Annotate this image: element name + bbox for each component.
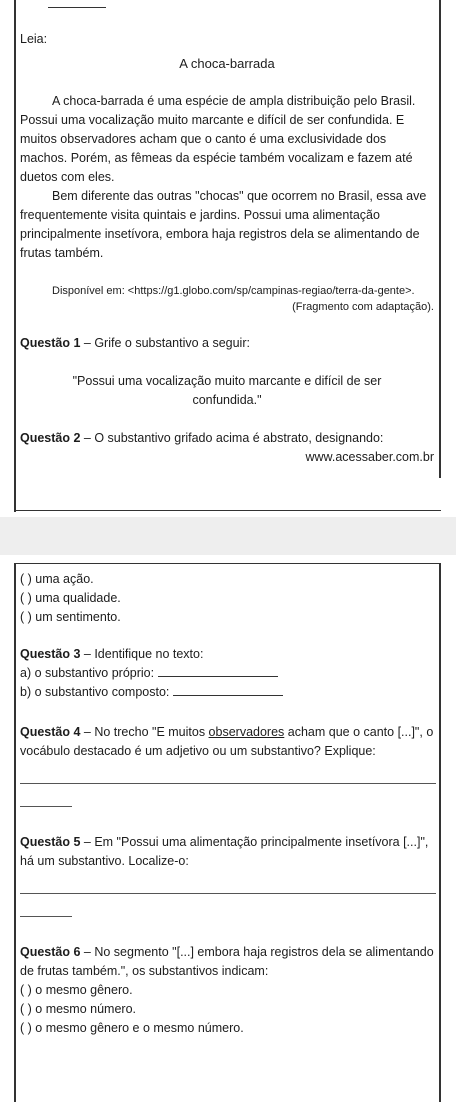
- q5-answer-line-1[interactable]: [20, 893, 436, 894]
- question-1-quote: "Possui uma vocalização muito marcante e difícil de ser confundida.": [72, 374, 382, 407]
- question-4-text-after: acham que o canto [...]", o vocábulo destacado é um adjetivo ou um substantivo? Explique:: [20, 725, 434, 758]
- source-citation: Disponível em: <https://g1.globo.com/sp/campinas-regiao/terra-da-gente>.: [52, 285, 415, 297]
- question-3: [20, 645, 434, 664]
- text-title: A choca-barrada: [179, 56, 275, 71]
- question-6-text: – No segmento "[...] embora haja registros dela se alimentando de frutas também.", os substantivos indicam:: [20, 945, 434, 978]
- page-1-content: [20, 30, 434, 467]
- q4-answer-line-1[interactable]: [20, 783, 436, 784]
- q6-option-1[interactable]: ( ) o mesmo gênero.: [20, 983, 133, 997]
- q3-a-blank[interactable]: [158, 664, 278, 677]
- question-2-text: – O substantivo grifado acima é abstrato, designando:: [80, 431, 384, 445]
- q4-answer-line-2[interactable]: [20, 806, 72, 807]
- q2-option-1[interactable]: ( ) uma ação.: [20, 572, 94, 586]
- question-2-label: Questão 2: [20, 431, 81, 445]
- question-6: [20, 943, 434, 981]
- left-border: [14, 0, 16, 512]
- right-border: [439, 0, 441, 478]
- worksheet-page-2: [0, 555, 456, 1102]
- question-5-label: Questão 5: [20, 835, 81, 849]
- q6-option-3[interactable]: ( ) o mesmo gênero e o mesmo número.: [20, 1021, 244, 1035]
- q6-option-2[interactable]: ( ) o mesmo número.: [20, 1002, 137, 1016]
- top-rule-2: [14, 563, 441, 564]
- text-paragraph-1: A choca-barrada é uma espécie de ampla distribuição pelo Brasil. Possui uma vocalização muito marcante e difícil de ser confundida. E muitos observadores acham que o canto é uma exclusividade dos machos. Porém, as fêmeas da espécie também vocalizam e fazem até duetos com eles.: [20, 94, 416, 184]
- q3-a: [20, 664, 434, 683]
- page-2-content: [20, 570, 434, 1038]
- question-4-text-before: – No trecho "E muitos: [80, 725, 209, 739]
- q3-a-text: a) o substantivo próprio:: [20, 666, 158, 680]
- question-1: [20, 334, 434, 353]
- left-border-2: [14, 563, 16, 1102]
- website-footer: www.acessaber.com.br: [305, 450, 434, 464]
- question-1-text: – Grife o substantivo a seguir:: [80, 336, 250, 350]
- q5-answer-line-2[interactable]: [20, 916, 72, 917]
- bottom-rule: [14, 510, 441, 511]
- right-border-2: [439, 563, 441, 1102]
- question-4: [20, 723, 434, 761]
- q3-b-blank[interactable]: [173, 683, 283, 696]
- question-5: [20, 833, 434, 871]
- leia-label: Leia:: [20, 32, 48, 46]
- question-1-label: Questão 1: [20, 336, 81, 350]
- q2-option-3[interactable]: ( ) um sentimento.: [20, 610, 121, 624]
- question-3-text: – Identifique no texto:: [80, 647, 204, 661]
- q2-option-2[interactable]: ( ) uma qualidade.: [20, 591, 121, 605]
- question-4-label: Questão 4: [20, 725, 81, 739]
- worksheet-page-1: [0, 0, 456, 517]
- q3-b-text: b) o substantivo composto:: [20, 685, 173, 699]
- text-paragraph-2: Bem diferente das outras "chocas" que ocorrem no Brasil, essa ave frequentemente visita quintais e jardins. Possui uma alimentação principalmente insetívora, embora haja registros dela se alimentando de frutas também.: [20, 189, 427, 260]
- question-6-label: Questão 6: [20, 945, 81, 959]
- question-5-text: – Em "Possui uma alimentação principalmente insetívora [...]", há um substantivo. Localize-o:: [20, 835, 429, 868]
- page-gap: [0, 517, 456, 555]
- q3-b: [20, 683, 434, 702]
- top-rule: [48, 7, 106, 8]
- question-4-underlined-word: observadores: [208, 725, 285, 739]
- question-3-label: Questão 3: [20, 647, 81, 661]
- question-2: [20, 429, 434, 448]
- fragment-note: (Fragmento com adaptação).: [292, 301, 434, 313]
